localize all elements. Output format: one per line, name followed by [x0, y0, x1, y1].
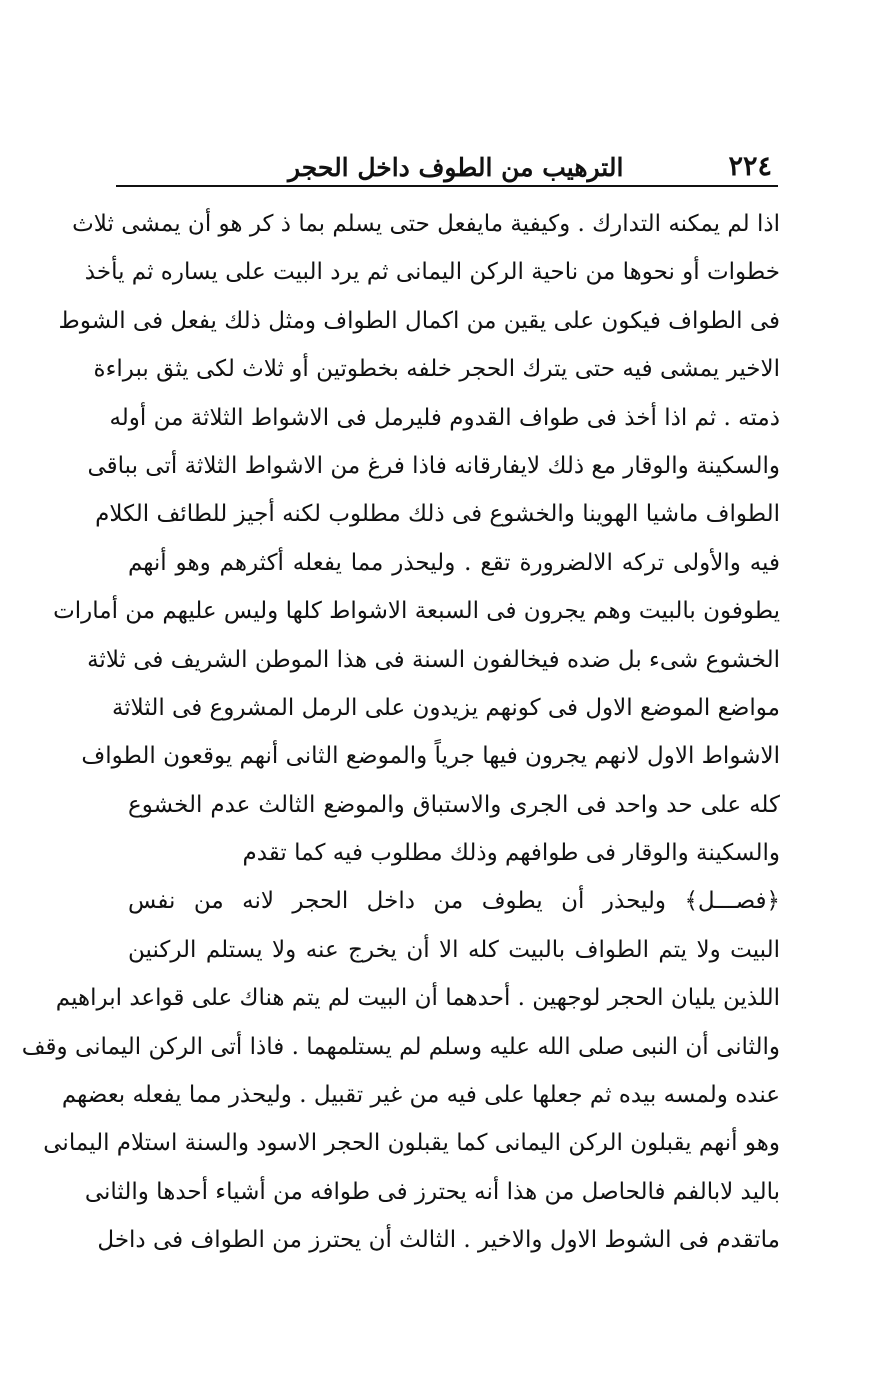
text-line: الخشوع شىء بل ضده فيخالفون السنة فى هذا الموطن الشريف فى ثلاثة	[87, 646, 780, 673]
text-line: فى الطواف فيكون على يقين من اكمال الطواف ومثل ذلك يفعل فى الشوط	[58, 307, 780, 334]
body-text	[21, 200, 780, 1265]
header-rule	[116, 185, 778, 187]
text-line: اللذين يليان الحجر لوجهين . أحدهما أن البيت لم يتم هناك على قواعد ابراهيم	[55, 985, 780, 1012]
text-line: والسكينة والوقار مع ذلك لايفارقانه فاذا فرغ من الاشواط الثلاثة أتى بباقى	[87, 452, 780, 479]
text-line: يطوفون بالبيت وهم يجرون فى السبعة الاشواط كلها وليس عليهم من أمارات	[53, 598, 780, 625]
running-title: الترهيب من الطوف داخل الحجر	[288, 153, 624, 182]
text-line: اذا لم يمكنه التدارك . وكيفية مايفعل حتى يسلم بما ذ كر هو أن يمشى ثلاث	[72, 211, 780, 237]
text-line: فيه والأولى تركه الالضرورة تقع . وليحذر مما يفعله أكثرهم وهو أنهم	[128, 549, 780, 576]
text-line: البيت ولا يتم الطواف بالبيت كله الا أن يخرج عنه ولا يستلم الركنين	[128, 936, 780, 963]
text-line: خطوات أو نحوها من ناحية الركن اليمانى ثم يرد البيت على يساره ثم يأخذ	[84, 259, 780, 286]
text-line: والسكينة والوقار فى طوافهم وذلك مطلوب فيه كما تقدم	[242, 840, 780, 867]
section-heading-line: ﴿فصـــل﴾ وليحذر أن يطوف من داخل الحجر لانه من نفس	[128, 888, 780, 915]
text-line: ذمته . ثم اذا أخذ فى طواف القدوم فليرمل فى الاشواط الثلاثة من أوله	[109, 404, 780, 431]
text-line: مواضع الموضع الاول فى كونهم يزيدون على الرمل المشروع فى الثلاثة	[111, 694, 780, 721]
text-line: كله على حد واحد فى الجرى والاستباق والموضع الثالث عدم الخشوع	[128, 791, 780, 818]
page-number: ٢٢٤	[728, 151, 772, 182]
text-line: باليد لابالفم فالحاصل من هذا أنه يحترز فى طوافه من أشياء أحدها والثانى	[84, 1178, 780, 1205]
text-line: الطواف ماشيا الهوينا والخشوع فى ذلك مطلوب لكنه أجيز للطائف الكلام	[95, 501, 780, 528]
page-header	[118, 138, 778, 182]
text-line: والثانى أن النبى صلى الله عليه وسلم لم يستلمهما . فاذا أتى الركن اليمانى وقف	[21, 1033, 780, 1060]
text-line: وهو أنهم يقبلون الركن اليمانى كما يقبلون الحجر الاسود والسنة استلام اليمانى	[43, 1130, 780, 1157]
text-line: عنده ولمسه بيده ثم جعلها على فيه من غير تقبيل . وليحذر مما يفعله بعضهم	[61, 1082, 780, 1109]
text-line: الاخير يمشى فيه حتى يترك الحجر خلفه بخطوتين أو ثلاث لكى يثق ببراءة	[93, 356, 780, 383]
text-line: الاشواط الاول لانهم يجرون فيها جرياً والموضع الثانى أنهم يوقعون الطواف	[81, 743, 780, 770]
text-line: ماتقدم فى الشوط الاول والاخير . الثالث أن يحترز من الطواف فى داخل	[97, 1227, 780, 1254]
